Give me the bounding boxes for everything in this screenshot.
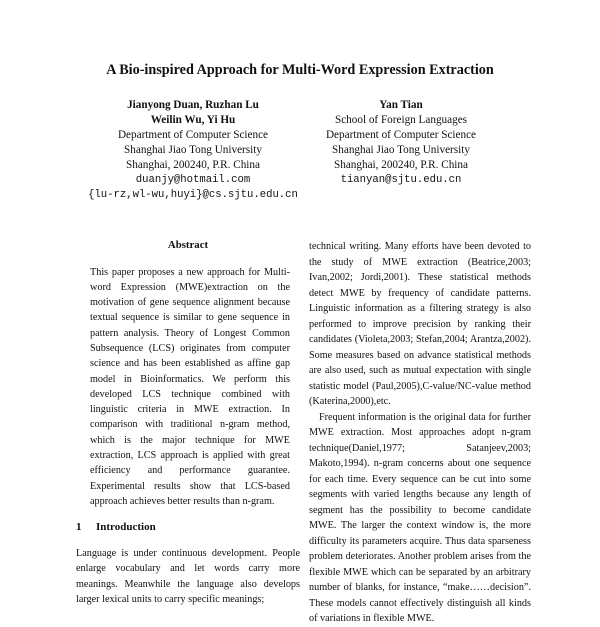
- right-paragraph-2: Frequent information is the original data for further MWE extraction. Most approaches adopt n-gram technique(Daniel,1977; Satanjeev,2003; Makoto,1994). n-gram concerns about one sequence for each time. Every sequence can be cut into some segments with varied lengths because any length of segment has the possibility to become candidate MWE. The larger the context window is, the more difficulty its parameters acquire. Thus data sparseness problem deteriorates. Another problem arises from the flexible MWE which can be separated by an arbitrary number of blanks, for instance, “make……decision”. These models cannot effectively distinguish all kinds of variations in flexible MWE.: [309, 411, 531, 624]
- introduction-text: Language is under continuous development. People enlarge vocabulary and let words carry more meanings. Meanwhile the language also develops larger lexical units to carry specific meanings;: [76, 547, 300, 606]
- author-city: Shanghai, 200240, P.R. China: [126, 159, 260, 171]
- abstract-text: This paper proposes a new approach for Multi-word Expression (MWE)extraction on the motivation of gene sequence alignment because textual sequence is similar to gene sequence in pattern analysis. Theory of Longest Common Subsequence (LCS) originates from computer science and has been established as affine gap model in Bioinformatics. We perform this developed LCS technique combined with linguistic criteria in MWE extraction. In comparison with traditional n-gram method, which is the major technique for MWE extraction, LCS approach is applied with great efficiency and performance guarantee. Experimental results show that LCS-based approach achieves better results than n-gram.: [90, 266, 290, 507]
- author-name-right: Yan Tian: [379, 99, 423, 111]
- author-department-right: Department of Computer Science: [325, 129, 477, 141]
- left-column: [76, 238, 300, 608]
- author-email-right: tianyan@sjtu.edu.cn: [340, 174, 462, 186]
- author-block-left: [62, 98, 324, 203]
- author-email-1: duanjy@hotmail.com: [135, 174, 251, 186]
- abstract-heading: Abstract: [167, 239, 209, 251]
- right-column: [309, 239, 531, 627]
- author-names-line1: Jianyong Duan, Ruzhan Lu: [127, 99, 259, 111]
- author-university: Shanghai Jiao Tong University: [124, 144, 262, 156]
- author-block-right: [318, 98, 484, 188]
- right-paragraph-1: technical writing. Many efforts have been devoted to the study of MWE extraction (Beatrice,2003; Ivan,2002; Jordi,2001). These statistical methods detect MWE by frequency of candidate patterns. Linguistic information as a filtering strategy is also performed to improve precision by ranking their candidates (Violeta,2003; Stefan,2004; Arantza,2002). Some measures based on advance statistical methods are also used, such as mutual expectation with single statistic model (Paul,2005),C-value/NC-value method (Katerina,2000),etc.: [309, 241, 531, 407]
- author-department: Department of Computer Science: [117, 129, 269, 141]
- author-city-right: Shanghai, 200240, P.R. China: [334, 159, 468, 171]
- section-heading-introduction: [76, 520, 300, 536]
- author-email-2: {lu-rz,wl-wu,huyi}@cs.sjtu.edu.cn: [88, 189, 298, 201]
- section-title: Introduction: [96, 521, 156, 534]
- author-school-right: School of Foreign Languages: [334, 114, 468, 126]
- section-number: 1: [76, 521, 82, 534]
- author-names-line2: Weilin Wu, Yi Hu: [150, 114, 236, 126]
- paper-title: A Bio-inspired Approach for Multi-Word Expression Extraction: [106, 62, 494, 78]
- author-university-right: Shanghai Jiao Tong University: [332, 144, 470, 156]
